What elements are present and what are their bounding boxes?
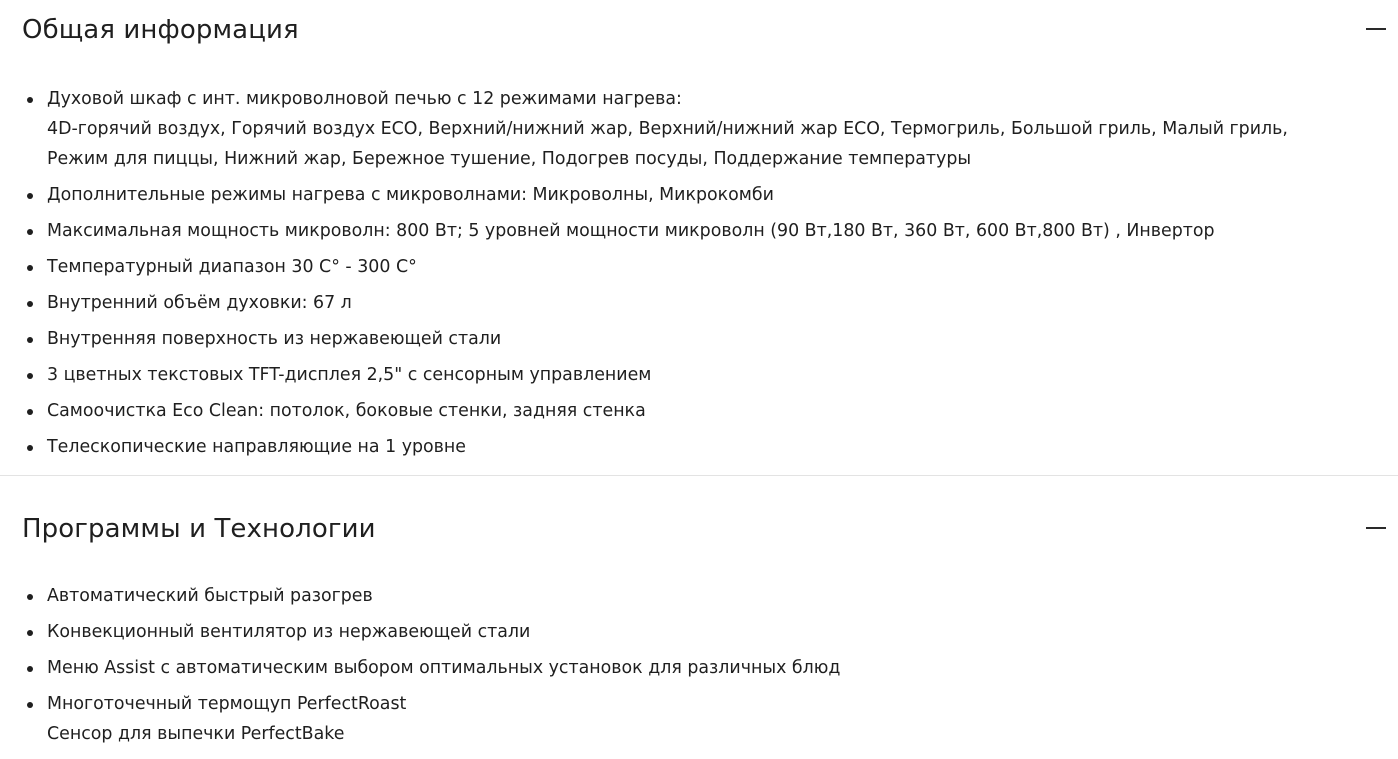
list-item — [0, 252, 1398, 282]
list-item-text: Конвекционный вентилятор из нержавеющей стали — [47, 622, 531, 642]
bullet-icon — [27, 229, 33, 235]
list-item-text: Режим для пиццы, Нижний жар, Бережное тушение, Подогрев посуды, Поддержание температуры — [47, 149, 972, 169]
list-item — [0, 581, 1398, 611]
bullet-icon — [27, 193, 33, 199]
list-item-text: Дополнительные режимы нагрева с микроволнами: Микроволны, Микрокомби — [47, 185, 774, 205]
bullet-icon — [27, 97, 33, 103]
bullet-icon — [27, 702, 33, 708]
minus-icon — [1366, 28, 1386, 30]
list-item — [0, 216, 1398, 246]
list-item-text: Сенсор для выпечки PerfectBake — [47, 724, 345, 744]
list-item-text: Внутренний объём духовки: 67 л — [47, 293, 352, 313]
list-item-text: Внутренняя поверхность из нержавеющей стали — [47, 329, 502, 349]
list-item-text: Телескопические направляющие на 1 уровне — [47, 437, 466, 457]
bullet-icon — [27, 666, 33, 672]
list-item-text: Многоточечный термощуп PerfectRoast — [47, 694, 407, 714]
list-item — [0, 689, 1398, 749]
list-item-text: Температурный диапазон 30 C° - 300 C° — [47, 257, 417, 277]
list-item — [0, 288, 1398, 318]
list-item — [0, 84, 1398, 174]
list-item — [0, 324, 1398, 354]
bullet-icon — [27, 594, 33, 600]
section-programs-technologies — [0, 475, 1398, 759]
bullet-icon — [27, 337, 33, 343]
list-item — [0, 617, 1398, 647]
list-item — [0, 396, 1398, 426]
minus-icon — [1366, 527, 1386, 529]
list-item-text: Духовой шкаф с инт. микроволновой печью с 12 режимами нагрева: — [47, 89, 682, 109]
list-item-text: Автоматический быстрый разогрев — [47, 586, 373, 606]
list-item — [0, 180, 1398, 210]
bullet-icon — [27, 301, 33, 307]
section-title: Общая информация — [22, 15, 299, 45]
list-item — [0, 432, 1398, 462]
list-item-text: Максимальная мощность микроволн: 800 Вт; 5 уровней мощности микроволн (90 Вт,180 Вт, 360 Вт, 600 Вт,800 Вт) , Инвертор — [47, 221, 1215, 241]
bullet-icon — [27, 409, 33, 415]
list-item-text: 4D-горячий воздух, Горячий воздух ECO, Верхний/нижний жар, Верхний/нижний жар ECO, Термогриль, Большой гриль, Малый гриль, — [47, 119, 1288, 139]
list-item-text: Самоочистка Eco Clean: потолок, боковые стенки, задняя стенка — [47, 401, 646, 421]
list-item — [0, 653, 1398, 683]
bullet-icon — [27, 373, 33, 379]
collapse-button[interactable] — [1366, 513, 1388, 543]
section-header-programs[interactable] — [0, 475, 1398, 544]
feature-list — [0, 84, 1398, 468]
section-header-general-info[interactable] — [0, 0, 1398, 60]
bullet-icon — [27, 445, 33, 451]
section-title: Программы и Технологии — [22, 514, 376, 544]
list-item-text: 3 цветных текстовых TFT-дисплея 2,5" с сенсорным управлением — [47, 365, 652, 385]
list-item — [0, 360, 1398, 390]
bullet-icon — [27, 265, 33, 271]
collapse-button[interactable] — [1366, 14, 1388, 44]
feature-list — [0, 581, 1398, 755]
list-item-text: Меню Assist с автоматическим выбором оптимальных установок для различных блюд — [47, 658, 841, 678]
bullet-icon — [27, 630, 33, 636]
